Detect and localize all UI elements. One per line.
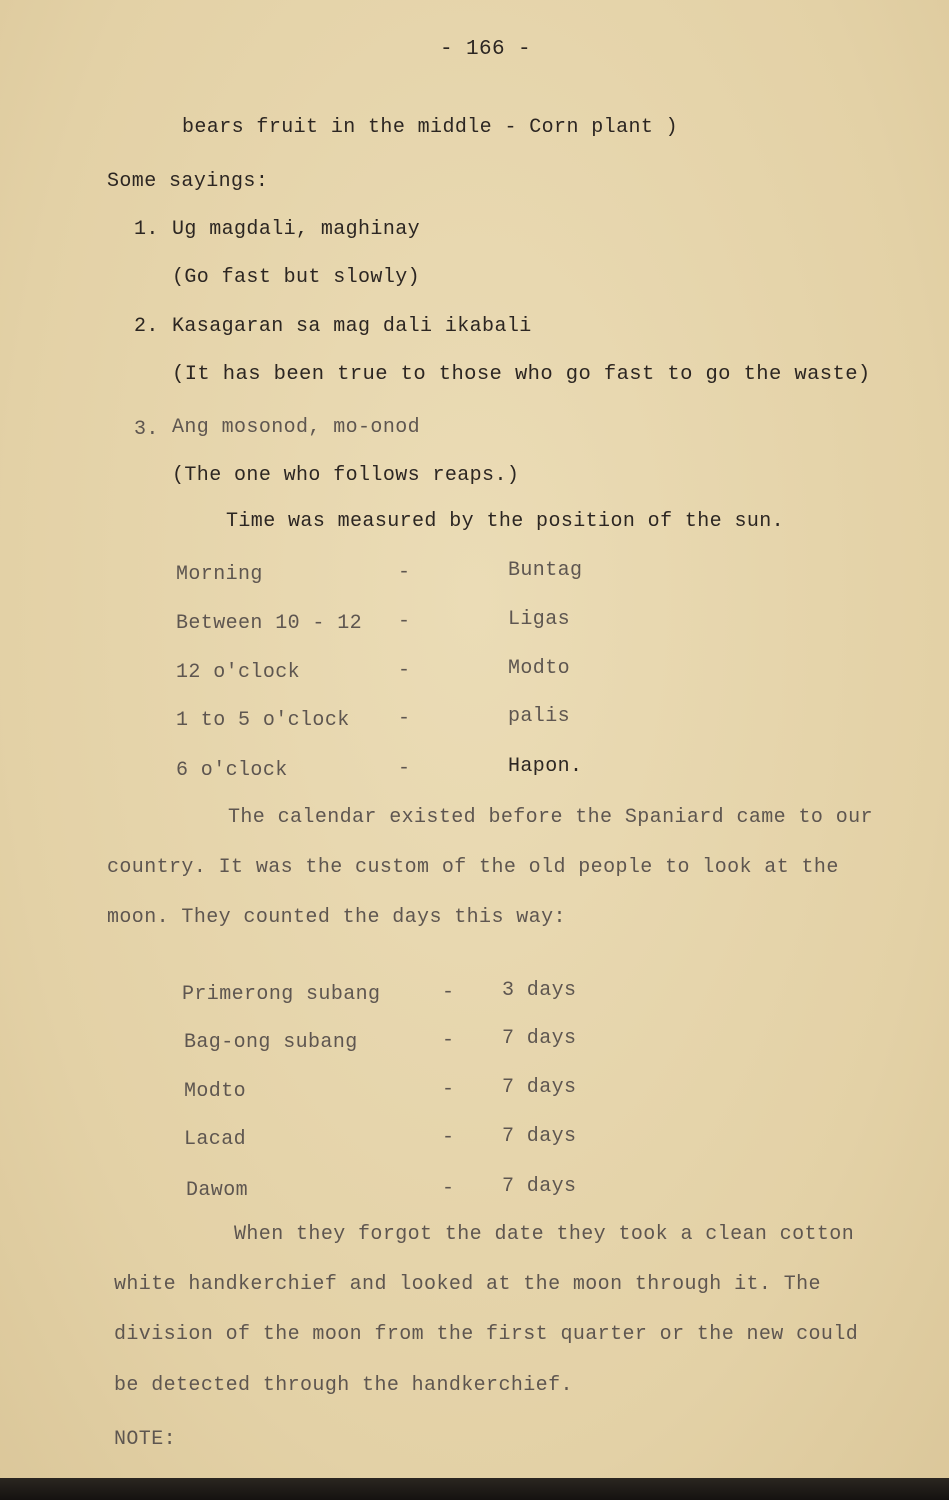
moon-duration: 7 days [502,1125,577,1148]
time-local: Modto [508,657,571,680]
saying-text: Ang mosonod, mo-onod [172,416,421,439]
moon-duration: 3 days [502,979,577,1002]
moon-phase: Lacad [184,1128,247,1151]
time-dash: - [398,757,411,780]
moon-dash: - [442,1078,455,1101]
time-local: Buntag [508,559,583,582]
page-number: - 166 - [440,38,532,61]
sayings-heading: Some sayings: [107,170,269,193]
saying-translation: (Go fast but slowly) [172,266,421,289]
moon-dash: - [442,1126,455,1149]
handkerchief-paragraph-line: division of the moon from the first quarter or the new could [114,1323,859,1346]
saying-translation: (It has been true to those who go fast to go the waste) [172,363,871,386]
note-label: NOTE: [114,1428,177,1451]
moon-dash: - [442,981,455,1004]
moon-duration: 7 days [502,1076,577,1099]
time-dash: - [398,659,411,682]
calendar-paragraph-line: moon. They counted the days this way: [107,906,566,929]
saying-text: Ug magdali, maghinay [172,218,421,241]
moon-duration: 7 days [502,1175,577,1198]
saying-number: 1. [134,218,159,241]
moon-duration: 7 days [502,1027,577,1050]
intro-line: bears fruit in the middle - Corn plant ) [182,116,679,139]
time-local: palis [508,705,571,728]
time-english: 12 o'clock [176,661,301,684]
handkerchief-paragraph-line: be detected through the handkerchief. [114,1374,573,1397]
time-english: 1 to 5 o'clock [176,709,350,732]
time-local: Ligas [508,608,571,631]
moon-phase: Modto [184,1080,247,1103]
saying-number: 2. [134,315,159,338]
calendar-paragraph-line: The calendar existed before the Spaniard came to our [228,806,873,829]
handkerchief-paragraph-line: white handkerchief and looked at the moon through it. The [114,1273,821,1296]
moon-dash: - [442,1177,455,1200]
time-english: Between 10 - 12 [176,612,363,635]
time-intro: Time was measured by the position of the sun. [226,510,785,533]
time-english: Morning [176,563,263,586]
page-bottom-edge [0,1478,949,1500]
time-english: 6 o'clock [176,759,288,782]
moon-phase: Primerong subang [182,983,381,1006]
moon-phase: Dawom [186,1179,249,1202]
time-dash: - [398,610,411,633]
moon-phase: Bag-ong subang [184,1031,358,1054]
time-local: Hapon. [508,755,583,778]
time-dash: - [398,707,411,730]
moon-dash: - [442,1029,455,1052]
time-dash: - [398,561,411,584]
calendar-paragraph-line: country. It was the custom of the old people to look at the [107,856,839,879]
saying-number: 3. [134,418,159,441]
saying-text: Kasagaran sa mag dali ikabali [172,315,532,338]
saying-translation: (The one who follows reaps.) [172,464,520,487]
handkerchief-paragraph-line: When they forgot the date they took a clean cotton [234,1223,855,1246]
